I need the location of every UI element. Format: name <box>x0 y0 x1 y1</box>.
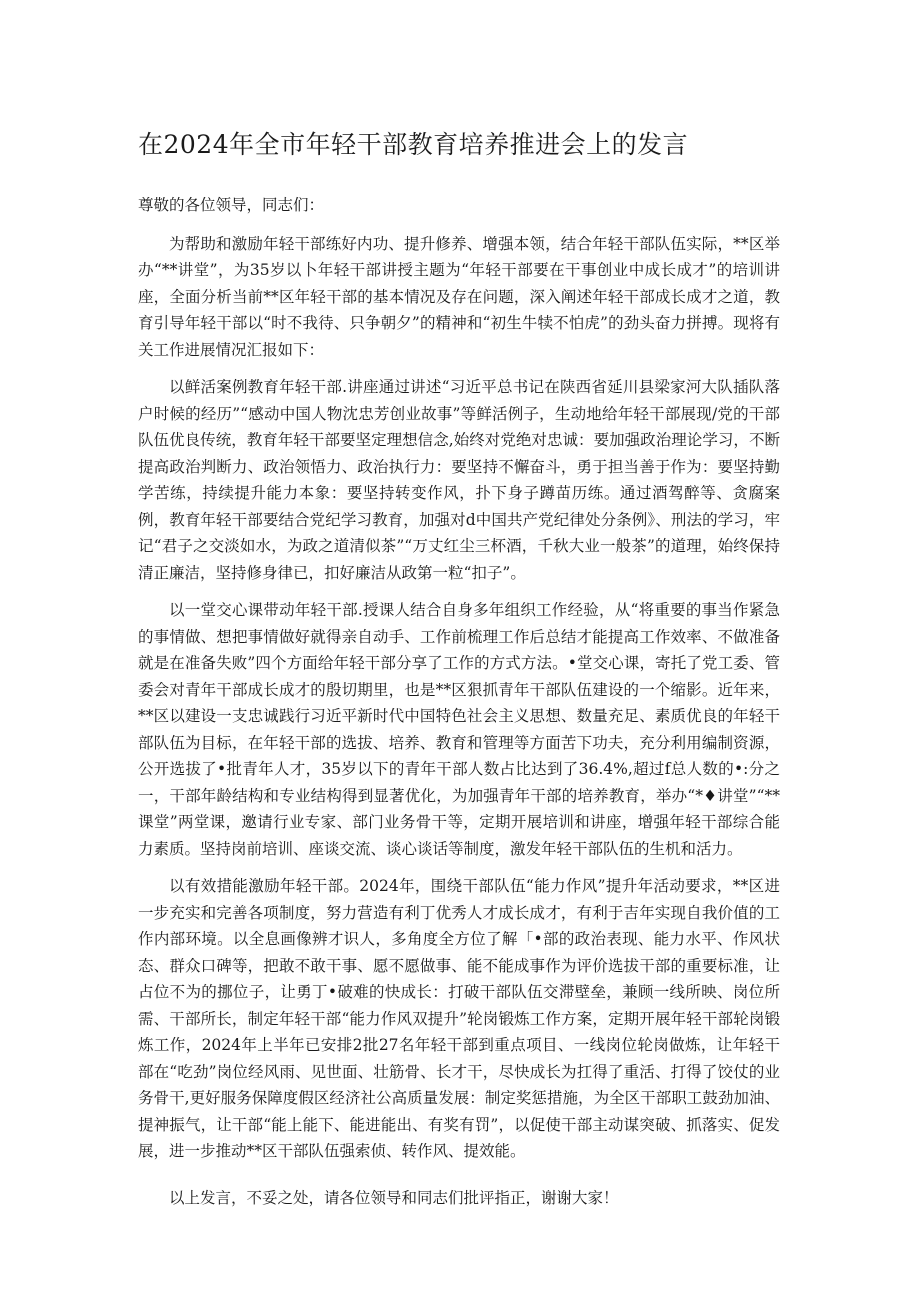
paragraph-closing: 以上发言，不妥之处，请各位领导和同志们批评指正，谢谢大家！ <box>169 1188 619 1207</box>
document-title: 在2024年全市年轻干部教育培养推进会上的发言 <box>138 130 689 159</box>
paragraph-case-education: 以鲜活案例教育年轻干部.讲座通过讲述“习近平总书记在陕西省延川县梁家河大队插队落户时候的经历”“感动中国人物沈忠芳创业故事”等鲜活例子，生动地给年轻干部展现/党的干部队伍优良传统，教育年轻干部要坚定理想信念,始终对党绝对忠诚：要加强政治理论学习，不断提高政治判断力、政治领悟力、政治执行力：要坚持不懈奋斗，勇于担当善于作为：要坚持勤学苦练，持续提升能力本象：要坚持转变作风，扑下身子蹲苗历练。通过酒驾醉等、贪腐案例，教育年轻干部要结合党纪学习教育，加强对d中国共产党纪律处分条例》、刑法的学习，牢记“君子之交淡如水，为政之道清似茶”“万丈红尘三杯酒，千秋大业一般茶”的道理，始终保持清正廉洁，坚持修身律已，扣好廉洁从政第一粒“扣子”。 <box>138 378 780 582</box>
paragraph-heart-to-heart-lesson: 以一堂交心课带动年轻干部.授课人结合自身多年组织工作经验，从“将重要的事当作紧急的事情做、想把事情做好就得亲自动手、工作前梳理工作后总结才能提高工作效率、不做准备就是在准备失败”四个方面给年轻干部分享了工作的方式方法。•堂交心课，寄托了党工委、管委会对青年干部成长成才的殷切期里，也是**区狠抓青年干部队伍建设的一个缩影。近年来，**区以建设一支忠诚践行习近平新时代中国特色社会主义思想、数量充足、素质优良的年轻干部队伍为目标，在年轻干部的选拔、培养、教育和管理等方面苦下功夫，充分利用编制资源，公开选拔了•批青年人才，35岁以下的青年干部人数占比达到了36.4%,超过f总人数的•:分之一，干部年龄结构和专业结构得到显著优化，为加强青年干部的培养教育，举办“*♦讲堂”“**课堂”两堂课，邀请行业专家、部门业务骨干等，定期开展培训和讲座，增强年轻干部综合能力素质。坚持岗前培训、座谈交流、谈心谈话等制度，激发年轻干部队伍的生机和活力。 <box>138 601 780 858</box>
paragraph-intro: 为帮助和激励年轻干部练好内功、提升修养、增强本领，结合年轻干部队伍实际，**区举办“**讲堂”，为35岁以卜年轻干部讲授主题为“年轻干部要在干事创业中成长成才”的培训讲座，全面分析当前**区年轻干部的基本情况及存在问题，深入阐述年轻干部成长成才之道，教育引导年轻干部以“时不我待、只争朝夕”的精神和“初生牛犊不怕虎”的劲头奋力拼搏。现将有关工作进展情况汇报如下： <box>138 234 780 359</box>
paragraph-incentive-measures: 以有效措能激励年轻干部。2024年，围绕干部队伍“能力作风”提升年活动要求，**区进一步充实和完善各项制度，努力营造有利丁优秀人才成长成才，有利于吉年实现自我价值的工作内部环境。以全息画像辨才识人，多角度全方位了解「•部的政治表现、能力水平、作风状态、群众口碑等，把敢不敢干事、愿不愿做事、能不能成事作为评价选拔干部的重要标准，让占位不为的挪位子，让勇丁•破难的快成长：打破干部队伍交滞壁垒，兼顾一线所映、岗位所需、干部所长，制定年轻干部“能力作风双提升”轮岗锻炼工作方案，定期开展年轻干部轮岗锻炼工作，2024年上半年已安排2批27名年轻干部到重点项目、一线岗位轮岗做炼，让年轻干部在“吃劲”岗位经风雨、见世面、壮筋骨、长才干，尽快成长为扛得了重活、打得了饺仗的业务骨干,更好服务保障度假区经济社公高质量发展：制定奖惩措施，为全区干部职工鼓劲加油、提神振气，让干部“能上能下、能进能出、有奖有罚”，以促使干部主动谋突破、抓落实、促发展，进一步推动**区干部队伍强索侦、转作风、提效能。 <box>138 877 780 1160</box>
salutation: 尊敬的各位领导，同志们： <box>138 196 325 214</box>
